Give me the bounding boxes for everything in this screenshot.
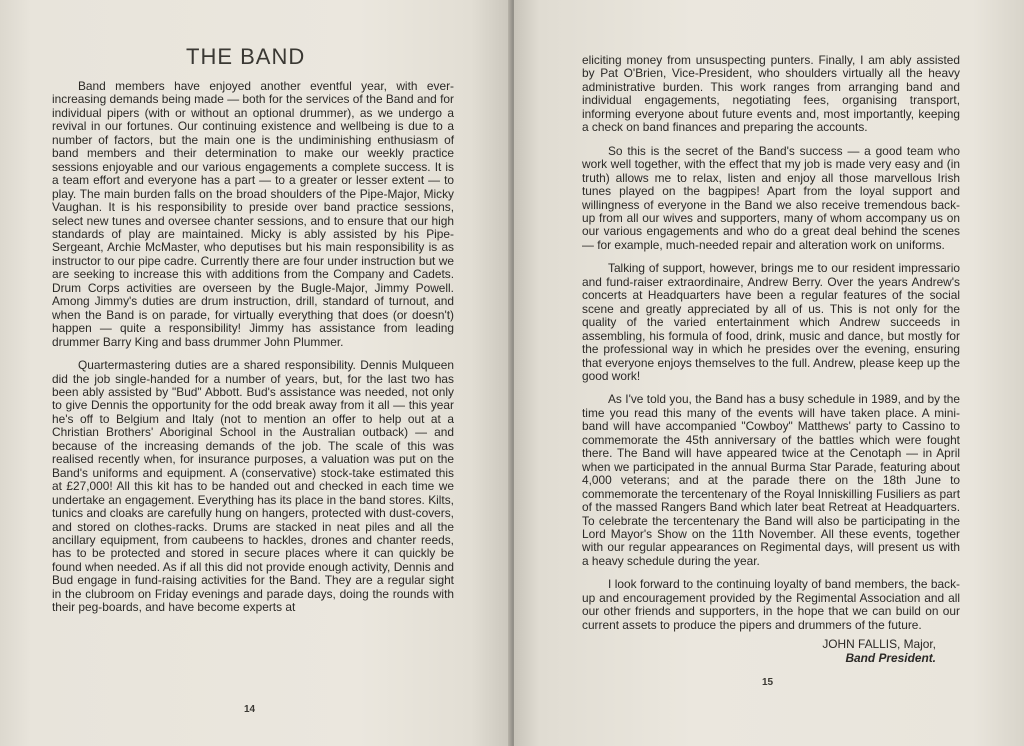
paragraph: Talking of support, however, brings me to our resident impressario and fund-raiser extraordinaire, Andrew Berry. Over the years Andrew's concerts at Headquarters have been a regular features of the social scene and greatly appreciated by all of us. This is not only for the quality of the varied entertainment which Andrew succeeds in assembling, his formula of food, drink, music and dance, but mostly for the professional way in which he presides over the evening, ensuring that everyone enjoys themselves to the full. Andrew, please keep up the good work!	[582, 261, 960, 383]
paragraph: As I've told you, the Band has a busy schedule in 1989, and by the time you read this many of the events will have taken place. A mini-band will have accompanied "Cowboy" Matthews' party to Cassino to commemorate the 45th anniversary of the battles which were fought there. The Band will have appeared twice at the Cenotaph — in April when we participated in the annual Burma Star Parade, featuring about 4,000 veterans; and at the parade there on the 18th June to commemorate the tercentenary of the Royal Inniskilling Fusiliers as part of the massed Rangers Band which later beat Retreat at Headquarters. To celebrate the tercentenary the Band will also be participating in the Lord Mayor's Show on the 11th November. All these events, together with our regular appearances on Regimental days, will present us with a heavy schedule during the year.	[582, 392, 960, 568]
signature-name: JOHN FALLIS, Major,	[822, 637, 936, 652]
page-title: THE BAND	[186, 44, 306, 69]
paragraph: I look forward to the continuing loyalty of band members, the back-up and encouragement provided by the Regimental Association and all our other friends and supporters, in the hope that we can build on our current assets to produce the pipers and drummers of the future.	[582, 577, 960, 632]
right-text-column	[582, 54, 960, 665]
page-number-left: 14	[244, 704, 256, 715]
left-text-column	[52, 80, 454, 625]
paragraph: So this is the secret of the Band's success — a good team who work well together, with the effect that my job is made very easy and (in truth) allows me to relax, listen and enjoy all those marvellous Irish tunes played on the bagpipes! Apart from the loyal support and willingness of everyone in the Band we also receive tremendous back-up from all our wives and supporters, many of whom accompany us on our various engagements and who do a great deal behind the scenes — for example, much-needed repair and alteration work on uniforms.	[582, 143, 960, 252]
signature	[582, 638, 960, 665]
paragraph: eliciting money from unsuspecting punters. Finally, I am ably assisted by Pat O'Brien, Vice-President, who shoulders virtually all the heavy administrative burden. This work ranges from arranging band and individual engagements, negotiating fees, organising transport, informing everyone about future events and, most importantly, keeping a check on band finances and preparing the accounts.	[582, 53, 960, 135]
signature-role: Band President.	[845, 650, 936, 665]
right-page	[514, 0, 1024, 746]
page-number-right: 15	[762, 677, 774, 688]
paragraph: Band members have enjoyed another eventful year, with ever-increasing demands being made — both for the services of the Band and for individual pipers (with or without an optional drummer), as we undergo a revival in our fortunes. Our continuing existence and wellbeing is due to a number of factors, but the main one is the undiminishing enthusiasm of band members and their determination to make our weekly practice sessions enjoyable and our various engagements a complete success. It is a team effort and everyone has a part — to a greater or lesser extent — to play. The main burden falls on the broad shoulders of the Pipe-Major, Micky Vaughan. It is his responsibility to preside over band practice sessions, select new tunes and oversee chanter sessions, and to ensure that our high standards of play are maintained. Micky is ably assisted by his Pipe-Sergeant, Archie McMaster, who deputises but his main responsibility is as instructor to our pipe cadre. Currently there are four under instruction but we are seeking to increase this with additions from the Company and Cadets. Drum Corps activities are overseen by the Bugle-Major, Jimmy Powell. Among Jimmy's duties are drum instruction, drill, standard of turnout, and when the Band is on parade, for virtually everything that does (or doesn't) happen — quite a responsibility! Jimmy has assistance from leading drummer Barry King and bass drummer John Plummer.	[52, 79, 454, 349]
paragraph: Quartermastering duties are a shared responsibility. Dennis Mulqueen did the job single-handed for a number of years, but, for the last two has been ably assisted by "Bud" Abbott. Bud's assistance was needed, not only to give Dennis the opportunity for the odd break away from it all — this year he's off to Belgium and Italy (not to mention an offer to help out at a Christian Brothers' Aboriginal School in the Australian outback) — and because of the increasing demands of the job. The scale of this was realised recently when, for insurance purposes, a valuation was put on the Band's uniforms and equipment. A (conservative) stock-take estimated this at £27,000! All this kit has to be handed out and checked in each time we undertake an engagement. Everything has its place in the band stores. Kilts, tunics and cloaks are carefully hung on hangers, protected with dust-covers, and stored on clothes-racks. Drums are stacked in neat piles and all the ancillary equipment, from caubeens to hackles, drones and chanter reeds, has to be protected and stored in secure places where it can quickly be found when needed. As if all this did not provide enough activity, Dennis and Bud engage in fund-raising activities for the Band. They are a regular sight in the clubroom on Friday evenings and parade days, doing the rounds with their peg-boards, and have become experts at	[52, 358, 454, 615]
